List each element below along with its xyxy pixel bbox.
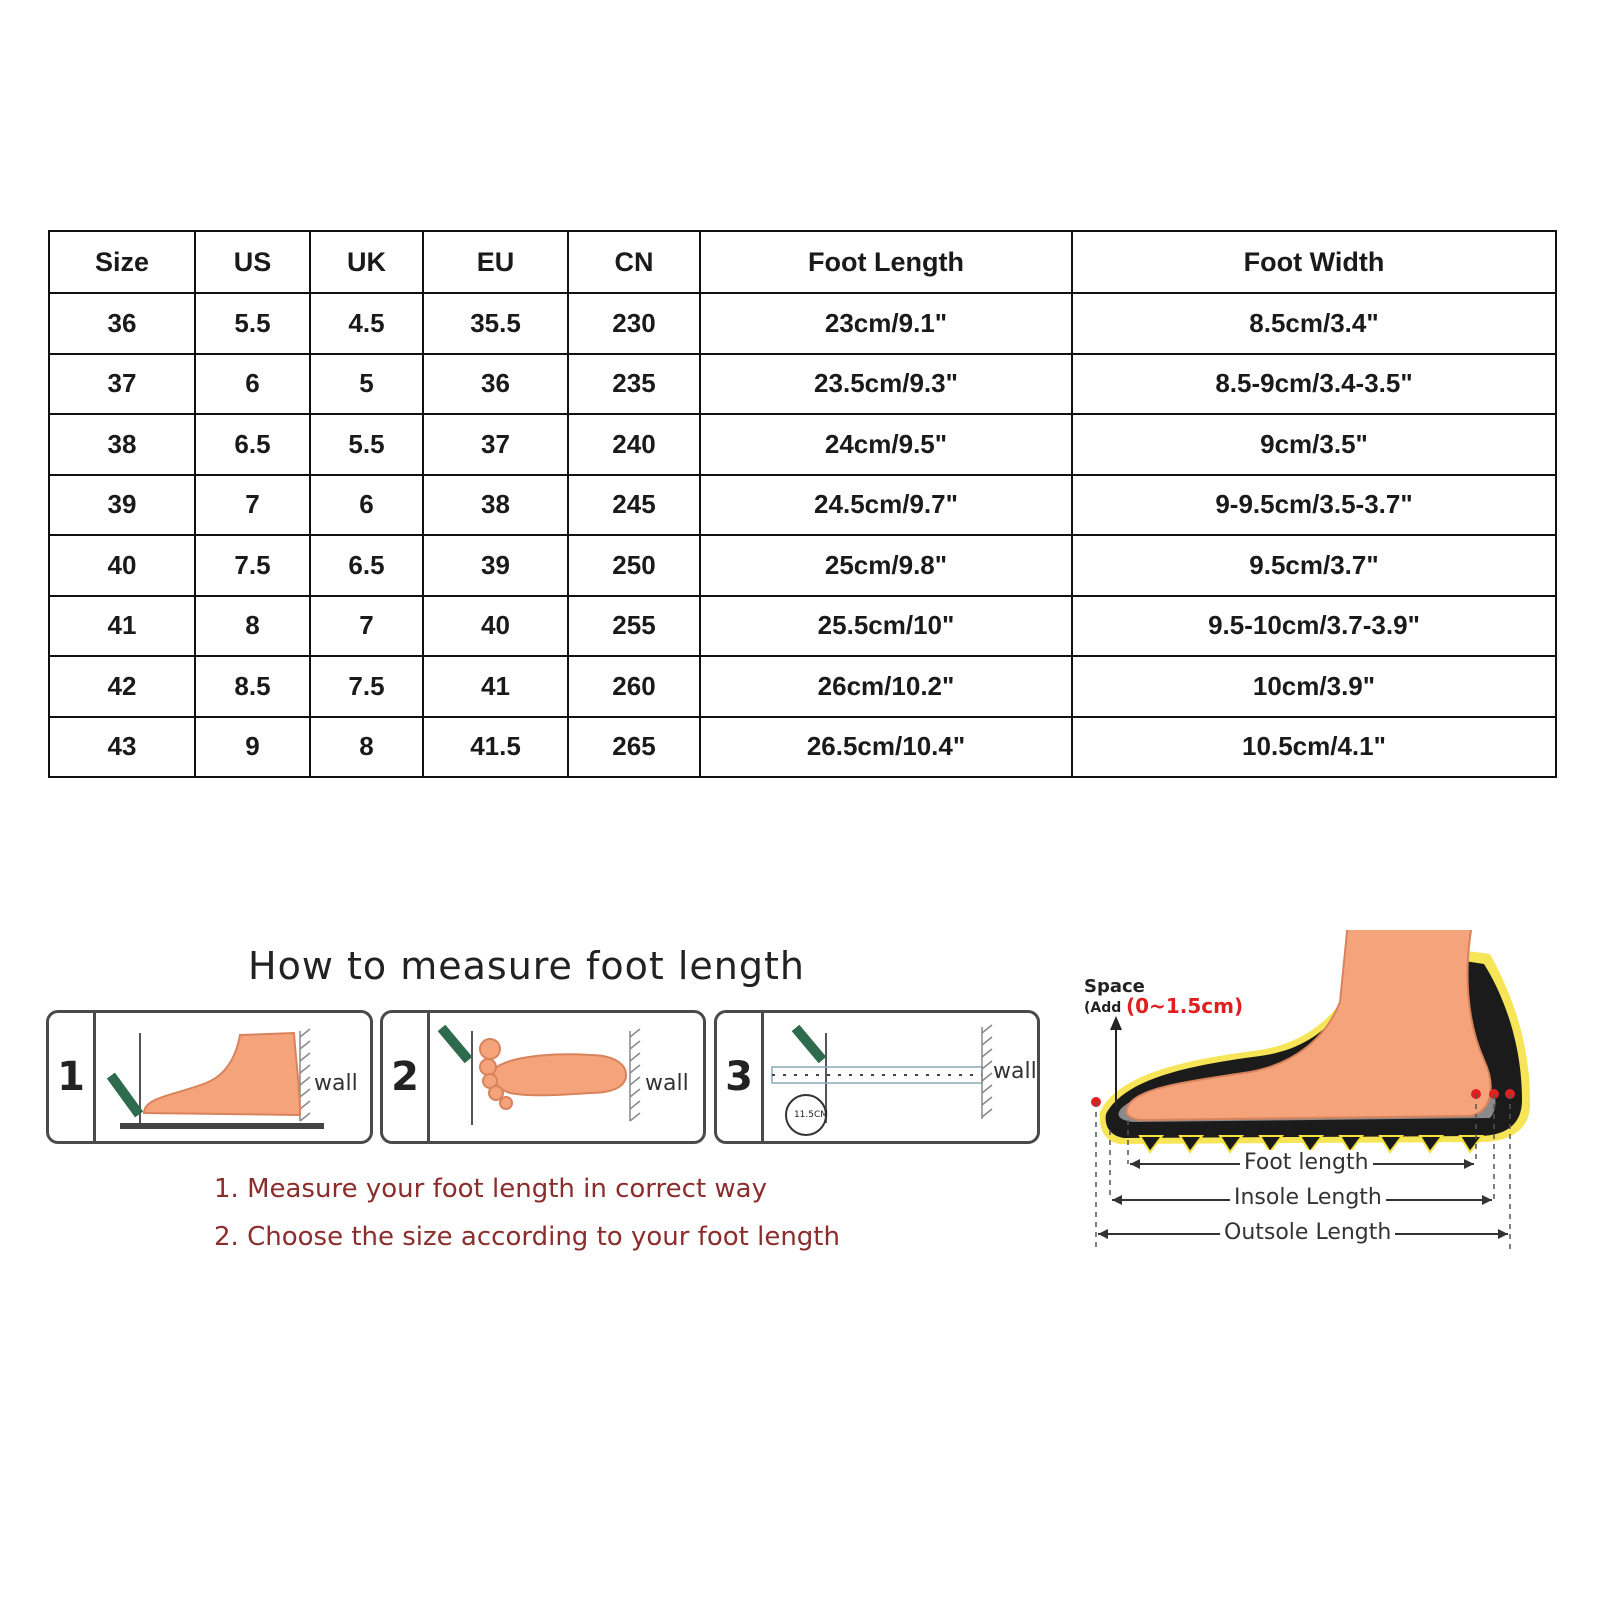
cell-us: 6.5 xyxy=(195,414,310,475)
cell-us: 7.5 xyxy=(195,535,310,596)
cell-cn: 235 xyxy=(568,354,700,415)
cell-us: 7 xyxy=(195,475,310,536)
cell-eu: 39 xyxy=(423,535,568,596)
measure-step-3-panel xyxy=(714,1010,1040,1144)
cell-foot-length: 26.5cm/10.4" xyxy=(700,717,1072,778)
header-foot-length: Foot Length xyxy=(700,231,1072,293)
cell-size: 39 xyxy=(49,475,195,536)
cell-size: 37 xyxy=(49,354,195,415)
cell-foot-width: 10.5cm/4.1" xyxy=(1072,717,1556,778)
add-label: (Add xyxy=(1084,1000,1122,1016)
cell-uk: 8 xyxy=(310,717,423,778)
cell-foot-width: 9cm/3.5" xyxy=(1072,414,1556,475)
pencil-icon xyxy=(107,1073,143,1118)
table-row xyxy=(49,475,1556,536)
pencil-icon xyxy=(438,1025,473,1064)
measure-step-1-panel xyxy=(46,1010,373,1144)
cell-size: 40 xyxy=(49,535,195,596)
header-size: Size xyxy=(49,231,195,293)
table-row xyxy=(49,656,1556,717)
cell-foot-length: 25cm/9.8" xyxy=(700,535,1072,596)
cell-us: 8.5 xyxy=(195,656,310,717)
table-row xyxy=(49,717,1556,778)
cell-uk: 5 xyxy=(310,354,423,415)
cell-foot-width: 9.5-10cm/3.7-3.9" xyxy=(1072,596,1556,657)
cell-size: 43 xyxy=(49,717,195,778)
cell-cn: 230 xyxy=(568,293,700,354)
table-header-row xyxy=(49,231,1556,293)
cell-eu: 36 xyxy=(423,354,568,415)
size-chart-table xyxy=(48,230,1557,778)
cell-eu: 40 xyxy=(423,596,568,657)
insole-length-label: Insole Length xyxy=(1230,1185,1386,1210)
wall-label: wall xyxy=(314,1071,358,1096)
cell-foot-width: 9.5cm/3.7" xyxy=(1072,535,1556,596)
measure-title: How to measure foot length xyxy=(248,944,805,988)
header-cn: CN xyxy=(568,231,700,293)
instruction-1: 1. Measure your foot length in correct way xyxy=(214,1174,767,1204)
cell-eu: 38 xyxy=(423,475,568,536)
cell-cn: 240 xyxy=(568,414,700,475)
pencil-icon xyxy=(792,1025,827,1064)
cell-eu: 37 xyxy=(423,414,568,475)
cell-eu: 35.5 xyxy=(423,293,568,354)
cell-us: 8 xyxy=(195,596,310,657)
table-row xyxy=(49,535,1556,596)
cell-foot-length: 24cm/9.5" xyxy=(700,414,1072,475)
cell-us: 9 xyxy=(195,717,310,778)
cell-size: 41 xyxy=(49,596,195,657)
cell-uk: 6 xyxy=(310,475,423,536)
table-row xyxy=(49,354,1556,415)
cell-size: 42 xyxy=(49,656,195,717)
cell-us: 5.5 xyxy=(195,293,310,354)
cell-uk: 7.5 xyxy=(310,656,423,717)
cell-cn: 250 xyxy=(568,535,700,596)
instruction-2: 2. Choose the size according to your foot length xyxy=(214,1222,840,1252)
cell-cn: 260 xyxy=(568,656,700,717)
table-row xyxy=(49,293,1556,354)
step-number-3: 3 xyxy=(717,1013,764,1141)
cell-size: 36 xyxy=(49,293,195,354)
cell-uk: 6.5 xyxy=(310,535,423,596)
shoe-length-diagram xyxy=(1080,930,1560,1260)
cell-foot-width: 9-9.5cm/3.5-3.7" xyxy=(1072,475,1556,536)
cell-uk: 5.5 xyxy=(310,414,423,475)
wall-label: wall xyxy=(645,1071,689,1096)
measure-step-2-panel xyxy=(380,1010,706,1144)
cell-cn: 245 xyxy=(568,475,700,536)
cell-size: 38 xyxy=(49,414,195,475)
wall-label: wall xyxy=(993,1059,1037,1084)
cell-us: 6 xyxy=(195,354,310,415)
cell-eu: 41 xyxy=(423,656,568,717)
step-number-2: 2 xyxy=(383,1013,430,1141)
cell-foot-length: 24.5cm/9.7" xyxy=(700,475,1072,536)
space-range-label: (0~1.5cm) xyxy=(1126,994,1244,1018)
ruler-measurement-label: 11.5CM xyxy=(793,1110,829,1120)
cell-foot-width: 8.5cm/3.4" xyxy=(1072,293,1556,354)
foot-length-label: Foot length xyxy=(1240,1150,1373,1175)
outsole-length-label: Outsole Length xyxy=(1220,1220,1395,1245)
cell-cn: 265 xyxy=(568,717,700,778)
cell-foot-length: 23.5cm/9.3" xyxy=(700,354,1072,415)
header-us: US xyxy=(195,231,310,293)
header-eu: EU xyxy=(423,231,568,293)
header-foot-width: Foot Width xyxy=(1072,231,1556,293)
cell-foot-length: 26cm/10.2" xyxy=(700,656,1072,717)
cell-uk: 7 xyxy=(310,596,423,657)
table-row xyxy=(49,596,1556,657)
cell-foot-length: 25.5cm/10" xyxy=(700,596,1072,657)
shoe-cutaway-illustration xyxy=(1080,930,1560,1260)
cell-foot-width: 10cm/3.9" xyxy=(1072,656,1556,717)
cell-foot-length: 23cm/9.1" xyxy=(700,293,1072,354)
table-row xyxy=(49,414,1556,475)
header-uk: UK xyxy=(310,231,423,293)
cell-uk: 4.5 xyxy=(310,293,423,354)
cell-cn: 255 xyxy=(568,596,700,657)
cell-foot-width: 8.5-9cm/3.4-3.5" xyxy=(1072,354,1556,415)
space-label: Space xyxy=(1084,976,1145,997)
cell-eu: 41.5 xyxy=(423,717,568,778)
step-number-1: 1 xyxy=(49,1013,96,1141)
